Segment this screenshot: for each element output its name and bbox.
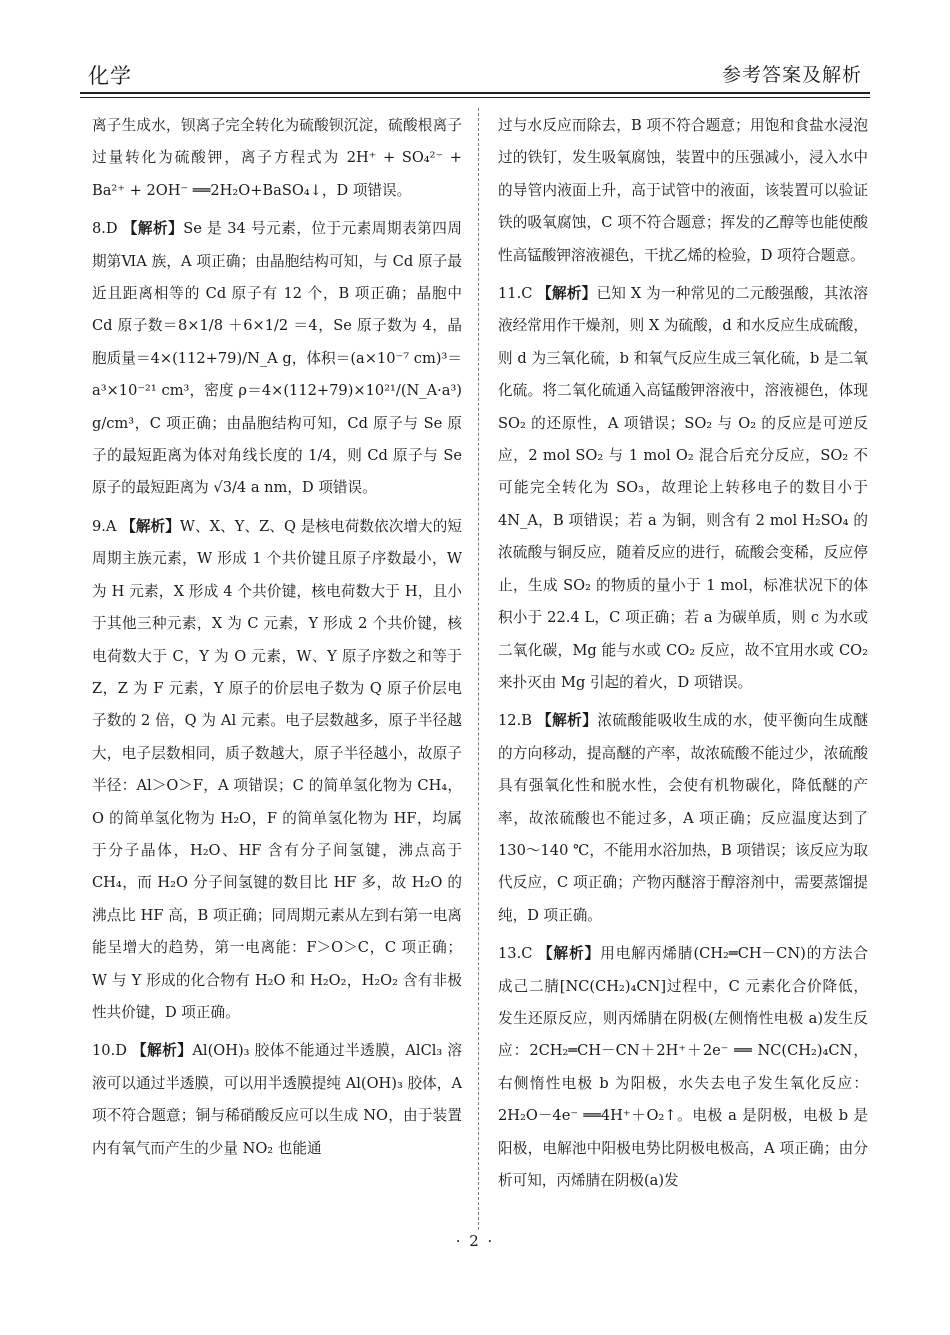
column-divider [478,108,479,1230]
answer-number: 11.C [498,285,533,303]
answer-number: 12.B [498,712,532,730]
analysis-tag: 【解析】 [537,285,597,303]
continued-paragraph: 过与水反应而除去，B 项不符合题意；用饱和食盐水浸泡过的铁钉，发生吸氧腐蚀，装置中的压强减小，浸入水中的导管内液面上升，高于试管中的液面，该装置可以验证铁的吸氧腐蚀，C 项不符合题意；挥发的乙醇等也能使酸性高锰酸钾溶液褪色，干扰乙烯的检验，D 项符合题意。 [498,117,868,264]
answer-text: Al(OH)₃ 胶体不能通过半透膜，AlCl₃ 溶液可以通过半透膜，可以用半透膜提纯 Al(OH)₃ 胶体，A 项不符合题意；铜与稀硝酸反应可以生成 NO，由于装置内有氧气而产生的少量 NO₂ 也能通 [92,1042,462,1157]
answer-number: 10.D [92,1042,127,1060]
answer-number: 13.C [498,945,533,963]
answer-item-10 [92,1035,462,1165]
page-header [80,54,870,94]
answer-number: 8.D [92,220,118,238]
analysis-tag: 【解析】 [537,945,601,963]
answer-text: W、X、Y、Z、Q 是核电荷数依次增大的短周期主族元素，W 形成 1 个共价键且原子序数最小，W 为 H 元素，X 形成 4 个共价键，核电荷数大于 H，且小于其他三种元素，X 为 C 元素，Y 形成 2 个共价键，核电荷数大于 C，Y 为 O 元素，W、Y 原子序数之和等于 Z，Z 为 F 元素，Y 原子的价层电子数为 Q 原子价层电子数的 2 倍，Q 为 Al 元素。电子层数越多，原子半径越大，电子层数相同，质子数越大，原子半径越小，故原子半径：Al＞O＞F，A 项错误；C 的简单氢化物为 CH₄，O 的简单氢化物为 H₂O，F 的简单氢化物为 HF，均属于分子晶体，H₂O、HF 含有分子间氢键，沸点高于 CH₄，而 H₂O 分子间氢键的数目比 HF 多，故 H₂O 的沸点比 HF 高，B 项正确；同周期元素从左到右第一电离能呈增大的趋势，第一电离能：F＞O＞C，C 项正确；W 与 Y 形成的化合物有 H₂O 和 H₂O₂，H₂O₂ 含有非极性共价键，D 项正确。 [92,517,462,1021]
subject-label: 化学 [88,64,132,88]
analysis-tag: 【解析】 [122,220,184,238]
answer-item-11 [498,278,868,699]
left-column [92,110,462,1165]
header-rule-thin [80,97,870,98]
answer-text: 用电解丙烯腈(CH₂═CH－CN)的方法合成己二腈[NC(CH₂)₄CN]过程中，C 元素化合价降低，发生还原反应，则丙烯腈在阴极(左侧惰性电极 a)发生反应：2CH₂═CH－CN＋2H⁺＋2e⁻ ══ NC(CH₂)₄CN，右侧惰性电极 b 为阳极，水失去电子发生氧化反应：2H₂O－4e⁻ ══4H⁺＋O₂↑。电极 a 是阴极，电极 b 是阳极，电解池中阳极电势比阴极电极高，A 项正确；由分析可知，丙烯腈在阴极(a)发 [498,945,868,1189]
analysis-tag: 【解析】 [537,712,598,730]
answer-item-12 [498,705,868,932]
answer-item-13 [498,938,868,1197]
answer-number: 9.A [92,517,117,535]
answer-item-8 [92,213,462,505]
answer-item-9 [92,511,462,1030]
right-column [498,110,868,1197]
document-title: 参考答案及解析 [721,64,862,86]
answer-text: Se 是 34 号元素，位于元素周期表第四周期第ⅥA 族，A 项正确；由晶胞结构可知，与 Cd 原子最近且距离相等的 Cd 原子有 12 个，B 项正确；晶胞中 Cd 原子数＝8×1/8 ＋6×1/2 ＝4，Se 原子数为 4，晶胞质量＝4×(112+79)/N_A g，体积＝(a×10⁻⁷ cm)³＝a³×10⁻²¹ cm³，密度 ρ＝4×(112+79)×10²¹/(N_A·a³) g/cm³，C 项正确；由晶胞结构可知，Cd 原子与 Se 原子的最短距离为体对角线长度的 1/4，则 Cd 原子与 Se 原子的最短距离为 √3/4 a nm，D 项错误。 [92,220,462,497]
answer-text: 浓硫酸能吸收生成的水，使平衡向生成醚的方向移动，提高醚的产率，故浓硫酸不能过少，浓硫酸具有强氧化性和脱水性，会使有机物碳化，降低醚的产率，故浓硫酸也不能过多，A 项正确；反应温度达到了 130～140 ℃，不能用水浴加热，B 项错误；该反应为取代反应，C 项正确；产物丙醚溶于醇溶剂中，需要蒸馏提纯，D 项正确。 [498,712,868,924]
page-number: · 2 · [455,1232,495,1250]
analysis-tag: 【解析】 [121,517,180,535]
analysis-tag: 【解析】 [132,1042,193,1060]
answer-text: 已知 X 为一种常见的二元酸强酸，其浓溶液经常用作干燥剂，则 X 为硫酸，d 和水反应生成硫酸，则 d 为三氧化硫，b 和氧气反应生成三氧化硫，b 是二氧化硫。将二氧化硫通入高锰酸钾溶液中，溶液褪色，体现 SO₂ 的还原性，A 项错误；SO₂ 与 O₂ 的反应是可逆反应，2 mol SO₂ 与 1 mol O₂ 混合后充分反应，SO₂ 不可能完全转化为 SO₃，故理论上转移电子的数目小于 4N_A，B 项错误；若 a 为铜，则含有 2 mol H₂SO₄ 的浓硫酸与铜反应，随着反应的进行，硫酸会变稀，反应停止，生成 SO₂ 的物质的量小于 1 mol，标准状况下的体积小于 22.4 L，C 项正确；若 a 为碳单质，则 c 为水或二氧化碳，Mg 能与水或 CO₂ 反应，故不宜用水或 CO₂ 来扑灭由 Mg 引起的着火，D 项错误。 [498,285,868,691]
header-rule [80,92,870,94]
continued-paragraph: 离子生成水，钡离子完全转化为硫酸钡沉淀，硫酸根离子过量转化为硫酸钾，离子方程式为 2H⁺ + SO₄²⁻ + Ba²⁺ + 2OH⁻ ══2H₂O+BaSO₄↓，D 项错误。 [92,117,462,199]
